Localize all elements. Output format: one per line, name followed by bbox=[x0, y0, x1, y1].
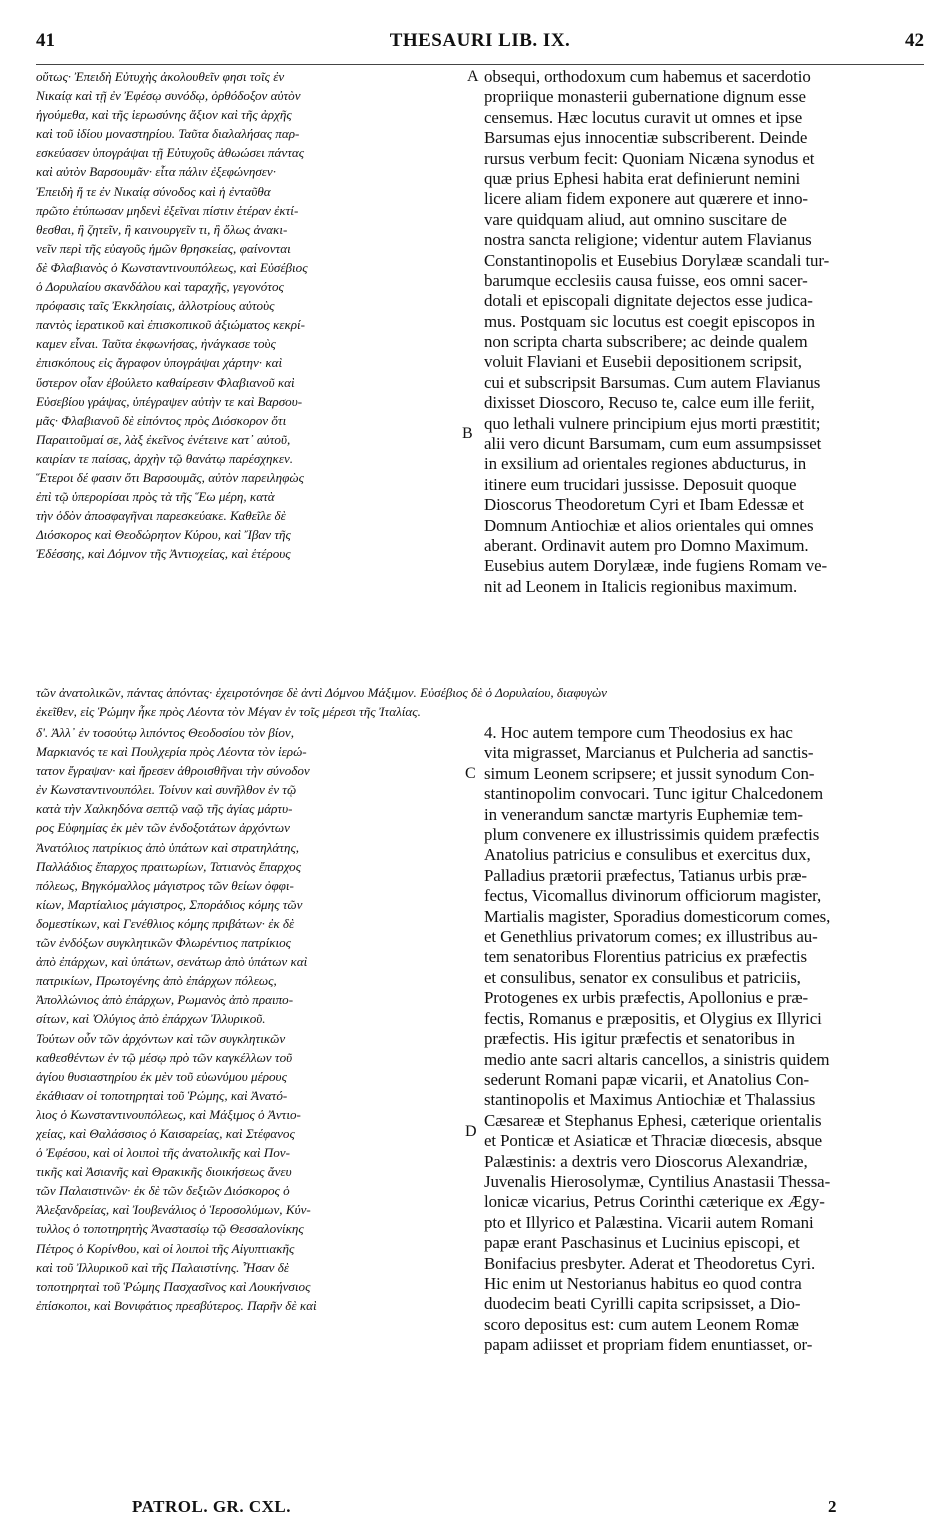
greek-text-line: ἡγούμεθα, καὶ τῆς ἱερωσύνης ἄξιον καὶ τῆς ἀρχῆς bbox=[36, 107, 292, 123]
greek-column-top bbox=[36, 67, 468, 563]
greek-text-line: ἐπίσκοποι, καὶ Βονιφάτιος πρεσβύτερος. Παρῆν δὲ καὶ bbox=[36, 1297, 317, 1313]
latin-text-line: papæ erant Paschasinus et Lucinius episcopi, et bbox=[484, 1233, 800, 1253]
greek-text-line: ἐπισκόπους εἰς ἄγραφον ὑπογράψαι χάρτην· καὶ bbox=[36, 355, 283, 371]
greek-text-line: καὶ τοῦ ἰδίου μοναστηρίου. Ταῦτα διαλαλήσας παρ- bbox=[36, 126, 300, 142]
latin-text-line: vare quidquam aliud, aut omnino suscitare de bbox=[484, 209, 787, 229]
greek-text-line: σίτων, καὶ Ὀλύγιος ἀπὸ ἐπάρχων Ἰλλυρικοῦ. bbox=[36, 1011, 266, 1027]
latin-text-line: Domnum Antiochiæ et alios orientales qui omnes bbox=[484, 515, 814, 535]
greek-text-line: κατὰ τὴν Χαλκηδόνα σεπτῷ ναῷ τῆς ἁγίας μάρτυ- bbox=[36, 801, 293, 817]
latin-text-line: Palæstinis: a dextris vero Dioscorus Alexandriæ, bbox=[484, 1151, 808, 1171]
latin-text-line: duodecim beati Cyrilli capita scripsisset, a Dio- bbox=[484, 1294, 801, 1314]
greek-text-line: δομεστίκων, καὶ Γενέθλιος κόμης πριβάτων· ἐκ δὲ bbox=[36, 915, 295, 931]
greek-text-line: δ'. Ἀλλ᾽ ἐν τοσούτῳ λιπόντος Θεοδοσίου τὸν βίον, bbox=[36, 725, 294, 740]
latin-text-line: pto et Illyrico et Palæstina. Vicarii autem Romani bbox=[484, 1212, 814, 1232]
latin-text-line: lonicæ vicarius, Petrus Corinthi cæterique ex Ægy- bbox=[484, 1192, 825, 1212]
greek-text-line: Ἀλεξανδρείας, καὶ Ἰουβενάλιος ὁ Ἱεροσολύμων, Κύν- bbox=[36, 1202, 311, 1218]
greek-text-line: ἐπὶ τῷ ὑπερορίσαι πρὸς τὰ τῆς Ἕω μέρη, κατὰ bbox=[36, 489, 275, 505]
latin-text-line: in venerandum sanctæ martyris Euphemiæ tem- bbox=[484, 804, 803, 824]
latin-text-line: alii vero dicunt Barsumam, cum eum assumpsisset bbox=[484, 434, 822, 454]
greek-text-line: καθεσθέντων ἐν τῷ μέσῳ πρὸ τῶν καγκέλλων τοῦ bbox=[36, 1049, 293, 1065]
latin-column-bottom bbox=[484, 723, 922, 1356]
latin-text-line: barumque ecclesiis causa fuisse, eos omni sacer- bbox=[484, 270, 808, 290]
greek-text-line: Μαρκιανός τε καὶ Πουλχερία πρὸς Λέοντα τὸν ἱερώ- bbox=[36, 744, 307, 760]
greek-text-line: Παραιτοῦμαί σε, λὰξ ἐκεῖνος ἐνέτεινε κατ᾽ αὐτοῦ, bbox=[36, 431, 291, 447]
greek-text-line: Τούτων οὖν τῶν ἀρχόντων καὶ τῶν συγκλητικῶν bbox=[36, 1030, 286, 1046]
latin-text-line: fectis, Romanus e præpositis, et Olygius ex Illyrici bbox=[484, 1008, 822, 1028]
greek-text-line: Εὐσεβίου γράψας, ὑπέγραψεν αὐτὴν τε καὶ Βαρσου- bbox=[36, 393, 303, 409]
section-marker-a: A bbox=[467, 68, 479, 85]
latin-text-line: cui et subscripsit Barsumas. Cum autem Flavianus bbox=[484, 372, 821, 392]
latin-text-line: Bonifacius presbyter. Aderat et Theodoretus Cyri. bbox=[484, 1253, 816, 1273]
greek-text-line: τυλλος ὁ τοποτηρητὴς Ἀναστασίῳ τῷ Θεσσαλονίκης bbox=[36, 1221, 304, 1237]
greek-text-line: Ἐδέσσης, καὶ Δόμνον τῆς Ἀντιοχείας, καὶ ἑτέρους bbox=[36, 546, 291, 562]
page-number-left: 41 bbox=[36, 30, 55, 51]
greek-text-line: μᾶς· Φλαβιανοῦ δὲ εἰπόντος πρὸς Διόσκορον ὅτι bbox=[36, 412, 287, 428]
greek-text-line: λιος ὁ Κωνσταντινουπόλεως, καὶ Μάξιμος ὁ Ἀντιο- bbox=[36, 1106, 301, 1122]
latin-text-line: quæ prius Ephesi habita erat definierunt nemini bbox=[484, 168, 801, 188]
latin-text-line: tem senatoribus Florentius patricius ex præfectis bbox=[484, 947, 807, 967]
latin-text-line: itinere eum trucidari jussisse. Deposuit quoque bbox=[484, 474, 797, 494]
greek-text-line: τατον ἔγραψαν· καὶ ἤρεσεν ἀθροισθῆναι τὴν σύνοδον bbox=[36, 763, 310, 779]
greek-text-line: τῶν ἐνδόξων συγκλητικῶν Φλωρέντιος πατρίκιος bbox=[36, 935, 291, 951]
latin-text-line: dixisset Dioscoro, Recuso te, calce eum ille feriit, bbox=[484, 393, 815, 413]
latin-text-line: propriique monasterii gubernatione dignum esse bbox=[484, 87, 806, 107]
greek-text-line: Ἕτεροι δέ φασιν ὅτι Βαρσουμᾶς, αὐτὸν παρειληφὼς bbox=[36, 469, 304, 485]
section-marker-c: C bbox=[465, 765, 476, 782]
latin-text-line: medio ante sacri altaris cancellos, a sinistris quidem bbox=[484, 1049, 830, 1069]
full-width-greek-lines bbox=[36, 683, 922, 721]
latin-text-line: plum convenere ex illustrissimis quidem præfectis bbox=[484, 825, 820, 845]
greek-text-line: Νικαίᾳ καὶ τῇ ἐν Ἐφέσῳ συνόδῳ, ὀρθόδοξον αὐτὸν bbox=[36, 88, 301, 104]
latin-text-line: voluit Flaviani et Eusebii depositionem scripsit, bbox=[484, 352, 802, 372]
greek-text-line: καὶ τοῦ Ἰλλυρικοῦ καὶ τῆς Παλαιστίνης. Ἦσαν δὲ bbox=[36, 1259, 290, 1275]
greek-text-line: πόλεως, Βηγκόμαλλος μάγιστρος τῶν θείων ὀφφι- bbox=[36, 877, 294, 893]
greek-text-line: τικῆς καὶ Ἀσιανῆς καὶ Θρακικῆς διοικήσεως ἄνευ bbox=[36, 1164, 292, 1180]
greek-text-line: πατρικίων, Πρωτογένης ἀπὸ ἐπάρχων πόλεως, bbox=[36, 973, 277, 989]
latin-text-line: Protogenes ex urbis præfectis, Apollonius e præ- bbox=[484, 988, 809, 1008]
latin-text-line: mus. Postquam sic locutus est coegit episcopos in bbox=[484, 311, 816, 331]
latin-column-top bbox=[484, 67, 922, 597]
latin-text-line: et Genethlius privatorum comes; ex illustribus au- bbox=[484, 927, 818, 947]
greek-text-line: ἐκάθισαν οἱ τοποτηρηταὶ τοῦ Ῥώμης, καὶ Ἀνατό- bbox=[36, 1087, 288, 1103]
greek-text-line: τὴν ὁδὸν ἀποσφαγῆναι παρεσκεύακε. Καθεῖλε δὲ bbox=[36, 508, 286, 524]
greek-text-line: πρόφασις ταῖς Ἐκκλησίαις, ἀλλοτρίους αὐτοὺς bbox=[36, 298, 275, 314]
latin-text-line: in exsilium ad orientales regiones abducturus, in bbox=[484, 454, 807, 474]
latin-text-line: Dioscorus Theodoretum Cyri et Ibam Edessæ et bbox=[484, 495, 804, 515]
latin-text-line: Barsumas ejus innocentiæ subscriberent. Deinde bbox=[484, 128, 808, 148]
greek-text-line: πρῶτο ἐτύπωσαν μηδενὶ ἐξεῖναι πίστιν ἑτέραν ἐκτί- bbox=[36, 202, 299, 218]
running-title: THESAURI LIB. IX. bbox=[389, 30, 571, 51]
section-marker-b: B bbox=[462, 425, 473, 442]
greek-text-line: δὲ Φλαβιανὸς ὁ Κωνσταντινουπόλεως, καὶ Εὐσέβιος bbox=[36, 259, 308, 275]
running-head bbox=[36, 30, 924, 60]
greek-text-line: Ἐπειδὴ ἥ τε ἐν Νικαίᾳ σύνοδος καὶ ἡ ἐνταῦθα bbox=[36, 183, 271, 199]
latin-text-line: præfectis. His igitur præfectis et senatoribus in bbox=[484, 1029, 795, 1049]
greek-text-line: παντὸς ἱερατικοῦ καὶ ἐπισκοπικοῦ ἀξιώματος κεκρί- bbox=[36, 317, 306, 333]
greek-text-line: ἐν Κωνσταντινουπόλει. Τοίνυν καὶ συνῆλθον ἐν τῷ bbox=[36, 782, 297, 798]
greek-text-line: χείας, καὶ Θαλάσσιος ὁ Καισαρείας, καὶ Στέφανος bbox=[36, 1125, 295, 1141]
greek-text-line: Ἀνατόλιος πατρίκιος ἀπὸ ὑπάτων καὶ στρατηλάτης, bbox=[36, 839, 300, 855]
latin-text-line: Palladius prætorii præfectus, Tatianus urbis præ- bbox=[484, 865, 807, 885]
full-width-text-line: τῶν ἀνατολικῶν, πάντας ἀπόντας· ἐχειροτόνησε δὲ ἀντὶ Δόμνου Μάξιμον. Εὐσέβιος δὲ ὁ Δορυλαίου, διαφυγὼν bbox=[36, 685, 607, 700]
greek-text-line: οὕτως· Ἐπειδὴ Εὐτυχὴς ἀκολουθεῖν φησι τοῖς ἐν bbox=[36, 69, 285, 84]
latin-text-line: non scripta charta subscribere; ac deinde qualem bbox=[484, 332, 808, 352]
greek-text-line: τοποτηρηταὶ τοῦ Ῥώμης Πασχασῖνος καὶ Λουκήνσιος bbox=[36, 1278, 311, 1294]
full-width-text-line: ἐκεῖθεν, εἰς Ῥώμην ἧκε πρὸς Λέοντα τὸν Μέγαν ἐν τοῖς μέρεσι τῆς Ἰταλίας. bbox=[36, 704, 421, 720]
latin-text-line: nit ad Leonem in Italicis regionibus maximum. bbox=[484, 576, 798, 596]
latin-text-line: Constantinopolis et Eusebius Dorylææ scandali tur- bbox=[484, 250, 830, 270]
section-marker-d: D bbox=[465, 1123, 477, 1140]
greek-text-line: ρος Εὐφημίας ἐκ μὲν τῶν ἐνδοξοτάτων ἀρχόντων bbox=[36, 820, 290, 836]
greek-text-line: ἁγίου θυσιαστηρίου ἐκ μὲν τοῦ εὐωνύμου μέρους bbox=[36, 1068, 287, 1084]
latin-text-line: rursus verbum fecit: Quoniam Nicæna synodus et bbox=[484, 148, 815, 168]
greek-text-line: καιρίαν τε παίσας, ἀρχὴν τῷ θανάτῳ παρέσχηκεν. bbox=[36, 450, 294, 466]
greek-text-line: θεσθαι, ἢ ζητεῖν, ἢ καινουργεῖν τι, ἢ ὅλως ἀνακι- bbox=[36, 221, 288, 237]
latin-text-line: stantinopolis et Maximus Antiochiæ et Thalassius bbox=[484, 1090, 816, 1110]
latin-text-line: dotali et episcopali dignitate dejectos esse judica- bbox=[484, 291, 813, 311]
latin-text-line: et Ponticæ et Asiaticæ et Thraciæ diœcesis, absque bbox=[484, 1131, 823, 1151]
footer-signature: PATROL. GR. CXL. bbox=[132, 1497, 291, 1516]
latin-text-line: Juvenalis Hierosolymæ, Cyntilius Anastasii Thessa- bbox=[484, 1171, 831, 1191]
greek-text-line: ὁ Ἐφέσου, καὶ οἱ λοιποὶ τῆς ἀνατολικῆς καὶ Πον- bbox=[36, 1145, 290, 1161]
footer-sheet-number: 2 bbox=[828, 1497, 837, 1516]
greek-text-line: ὁ Δορυλαίου σκανδάλου καὶ ταραχῆς, γεγονότος bbox=[36, 279, 284, 295]
latin-text-line: Martialis magister, Sporadius domesticorum comes, bbox=[484, 906, 831, 926]
latin-text-line: sederunt Romani papæ vicarii, et Anatolius Con- bbox=[484, 1069, 810, 1089]
greek-text-line: κίων, Μαρτίαλιος μάγιστρος, Σποράδιος κόμης τῶν bbox=[36, 896, 303, 912]
greek-column-bottom bbox=[36, 723, 468, 1315]
page-number-right: 42 bbox=[905, 30, 924, 51]
latin-text-line: vita migrasset, Marcianus et Pulcheria ad sanctis- bbox=[484, 743, 814, 763]
latin-text-line: Cæsareæ et Stephanus Ephesi, cæterique orientalis bbox=[484, 1110, 822, 1130]
greek-text-line: τῶν Παλαιστινῶν· ἐκ δὲ τῶν δεξιῶν Διόσκορος ὁ bbox=[36, 1183, 290, 1199]
latin-text-line: quo lethali vulnere principium ejus morti præstitit; bbox=[484, 413, 821, 433]
latin-text-line: scoro depositus est: cum autem Leonem Romæ bbox=[484, 1314, 799, 1334]
latin-text-line: Anatolius patricius e consulibus et exercitus dux, bbox=[484, 845, 811, 865]
latin-text-line: stantinopolim convocari. Tunc igitur Chalcedonem bbox=[484, 784, 824, 804]
latin-text-line: et consulibus, senator ex consulibus et patriciis, bbox=[484, 967, 801, 987]
greek-text-line: καὶ αὐτὸν Βαρσουμᾶν· εἶτα πάλιν ἐξεφώνησεν· bbox=[36, 164, 277, 180]
greek-text-line: Πέτρος ὁ Κορίνθου, καὶ οἱ λοιποὶ τῆς Αἰγυπτιακῆς bbox=[36, 1240, 295, 1256]
greek-text-line: νεῖν περὶ τῆς εὐαγοῦς ἡμῶν θρησκείας, φαίνονται bbox=[36, 240, 291, 256]
latin-text-line: fectus, Vicomallus divinorum officiorum magister, bbox=[484, 886, 822, 906]
greek-text-line: καμεν εἶναι. Ταῦτα ἐκφωνήσας, ἠνάγκασε τοὺς bbox=[36, 336, 276, 352]
latin-text-line: 4. Hoc autem tempore cum Theodosius ex hac bbox=[484, 723, 793, 742]
greek-text-line: ἀπὸ ἐπάρχων, καὶ ὑπάτων, σενάτωρ ἀπὸ ὑπάτων καὶ bbox=[36, 954, 308, 970]
latin-text-line: nostra sancta religione; videntur autem Flavianus bbox=[484, 230, 812, 250]
latin-text-line: Hic enim ut Nestorianus habitus eo quod contra bbox=[484, 1273, 802, 1293]
greek-text-line: εσκεύασεν ὑπογράψαι τῇ Εὐτυχοῦς ἀθωώσει πάντας bbox=[36, 145, 305, 161]
latin-text-line: papam adiisset et propriam fidem enuntiasset, or- bbox=[484, 1335, 813, 1355]
latin-text-line: aberant. Ordinavit autem pro Domno Maximum. bbox=[484, 535, 809, 555]
latin-text-line: simum Leonem scripsere; et jussit synodum Con- bbox=[484, 763, 815, 783]
latin-text-line: Eusebius autem Dorylææ, inde fugiens Romam ve- bbox=[484, 556, 828, 576]
greek-text-line: Παλλάδιος ἔπαρχος πραιτωρίων, Τατιανὸς ἔπαρχος bbox=[36, 858, 302, 874]
greek-text-line: ὕστερον οἷαν ἐβούλετο καθαίρεσιν Φλαβιανοῦ καὶ bbox=[36, 374, 295, 390]
greek-text-line: Διόσκορος καὶ Θεοδώρητον Κύρου, καὶ Ἴβαν τῆς bbox=[36, 527, 291, 543]
latin-text-line: censemus. Hæc locutus curavit ut omnes et ipse bbox=[484, 107, 803, 127]
latin-text-line: obsequi, orthodoxum cum habemus et sacerdotio bbox=[484, 67, 811, 86]
latin-text-line: licere aliam fidem exponere aut quærere et inno- bbox=[484, 189, 808, 209]
greek-text-line: Ἀπολλώνιος ἀπὸ ἐπάρχων, Ρωμανὸς ἀπὸ πραιπο- bbox=[36, 992, 294, 1008]
header-rule bbox=[36, 64, 924, 65]
